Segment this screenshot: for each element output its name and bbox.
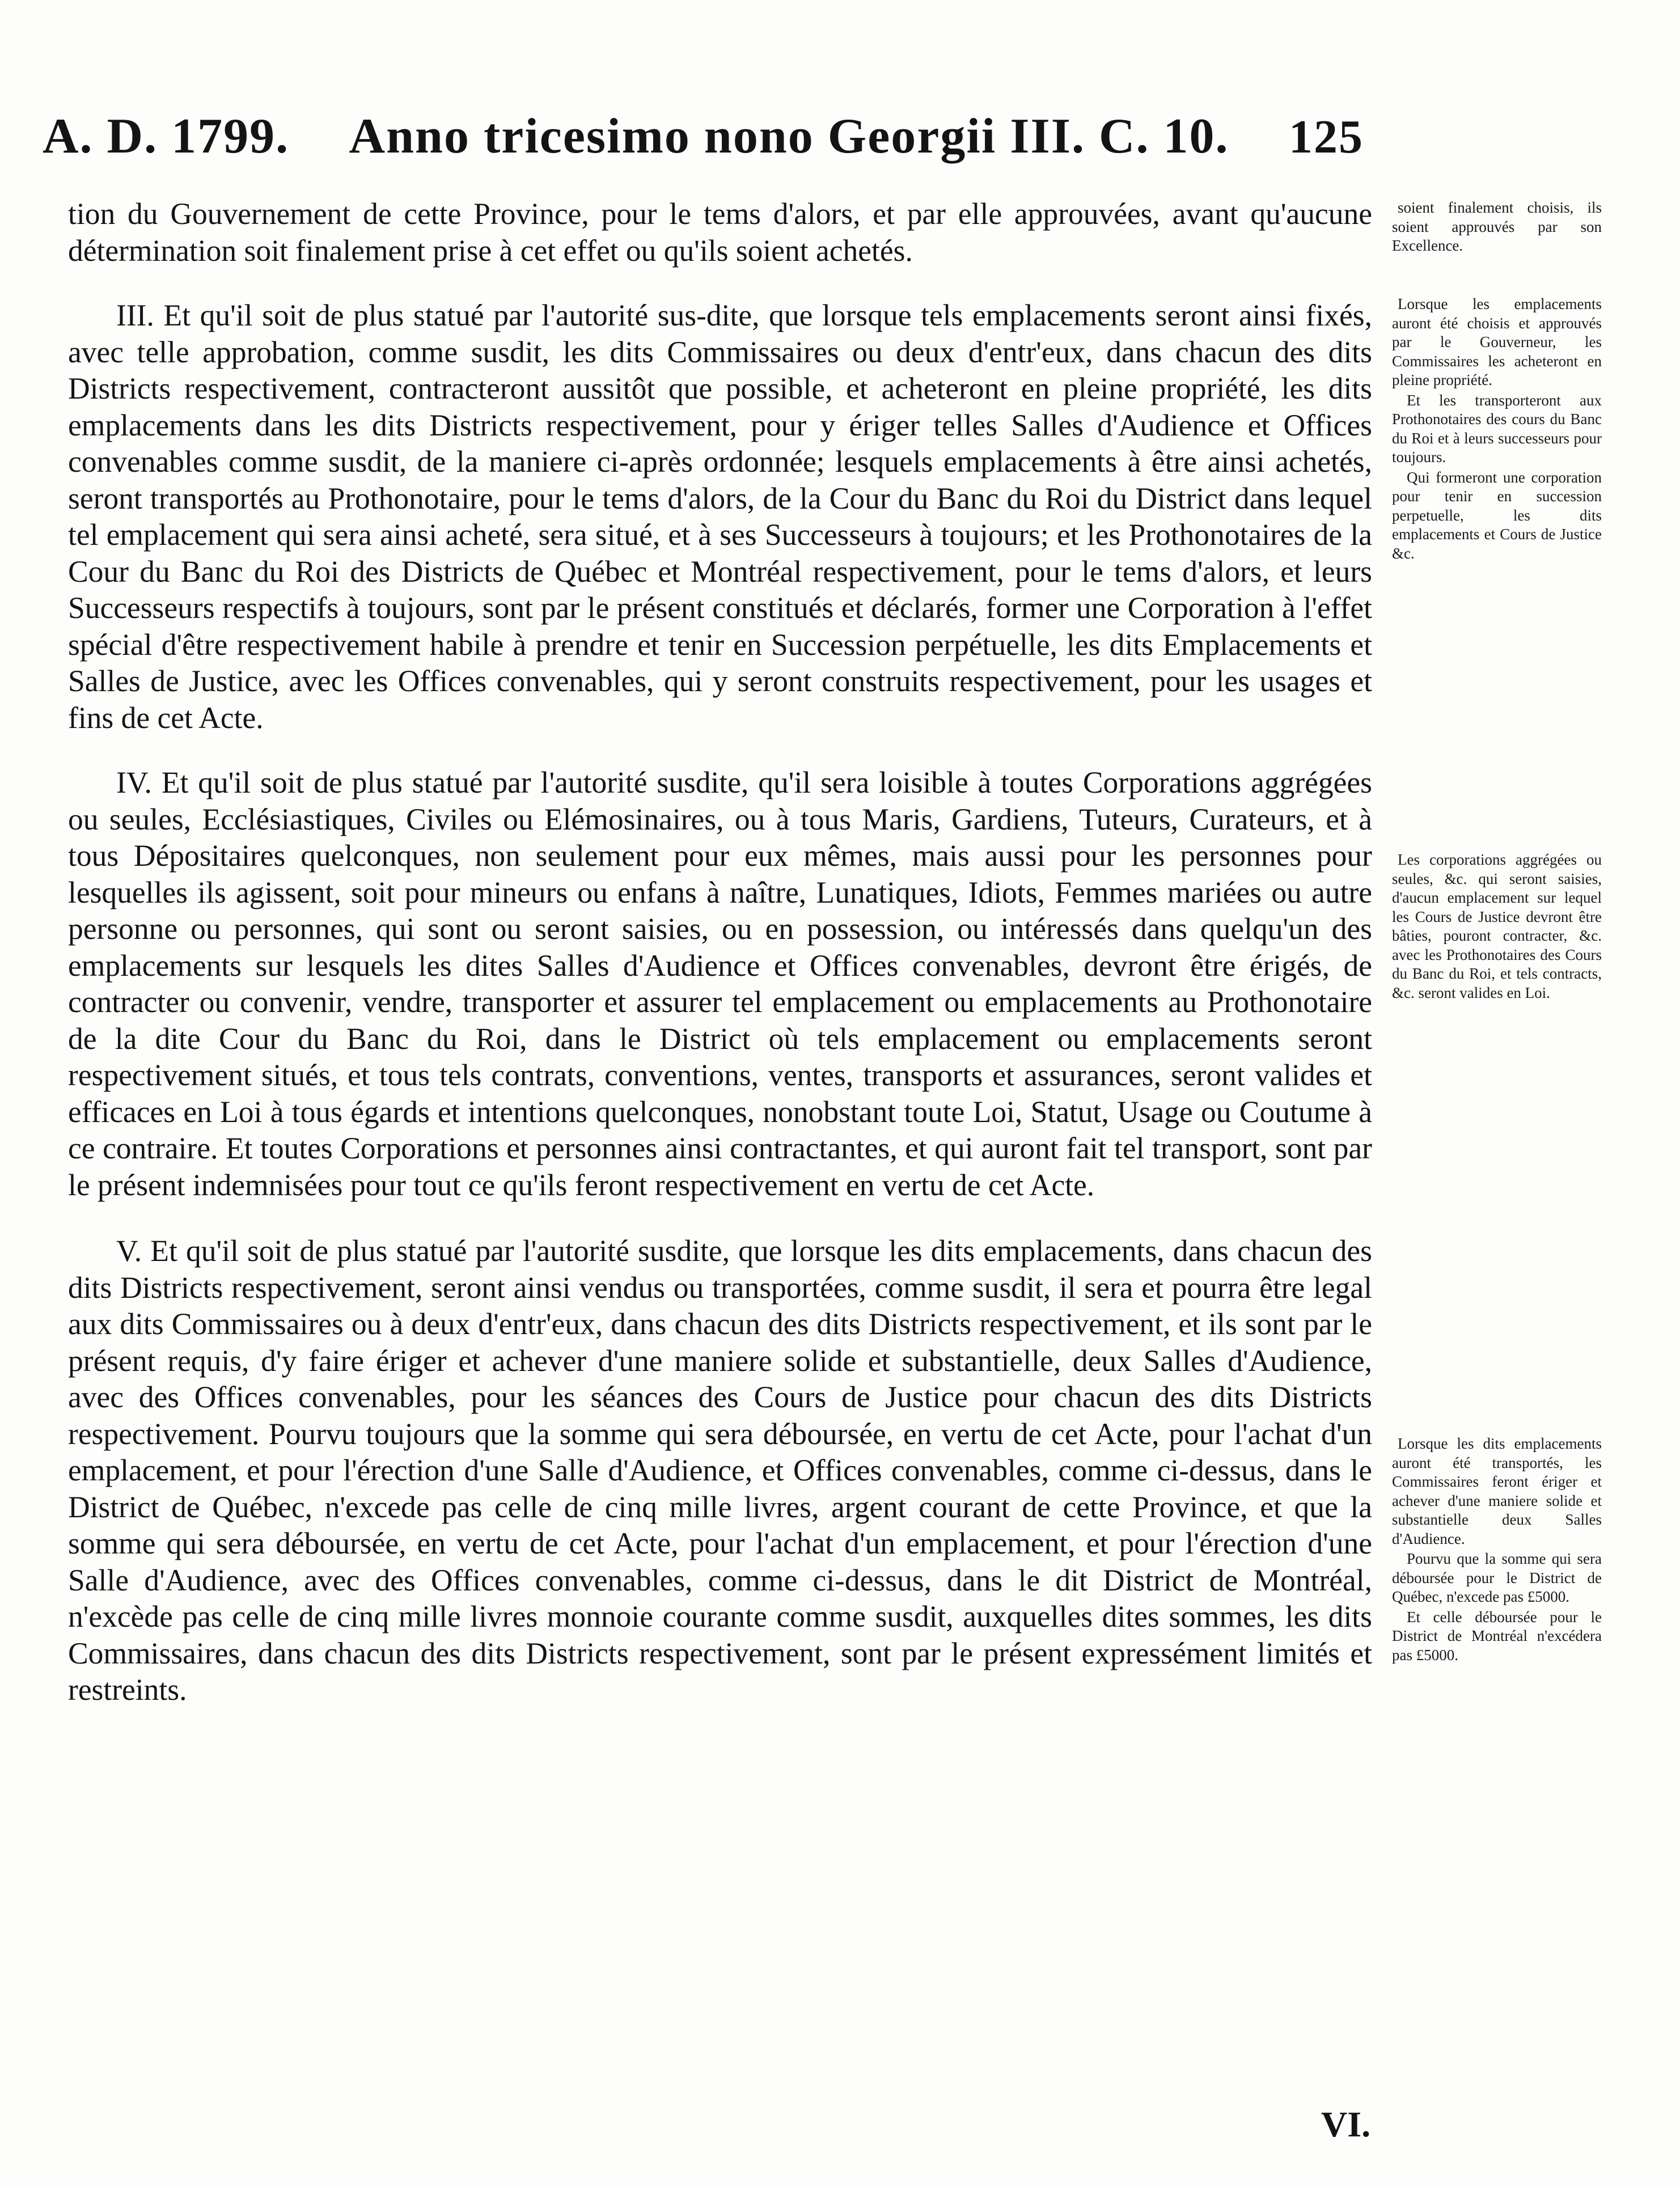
section-3-paragraph: III. Et qu'il soit de plus statué par l'autorité sus-dite, que lorsque tels emplacements seront ainsi fixés, avec telle approbation, comme susdit, les dits Commissaires ou deux d'entr'eux, dans chacun des dits Districts respectivement, contracteront aussitôt que possible, et acheteront en pleine propriété, les dits emplacements dans les dits Districts respectivement, pour y ériger telles Salles d'Audience et Offices convenables comme susdit, de la maniere ci-après ordonnée; lesquels emplacements à être ainsi achetés, seront transportés au Prothonotaire, pour le tems d'alors, de la Cour du Banc du Roi du District dans lequel tel emplacement qui sera ainsi acheté, sera situé, et à ses Successeurs à toujours; et les Prothonotaires de la Cour du Banc du Roi des Districts de Québec et Montréal respectivement, pour le tems d'alors, et leurs Successeurs respectifs à toujours, sont par le présent constitués et déclarés, former une Corporation à l'effet spécial d'être respectivement habile à prendre et tenir en Succession perpétuelle, les dits Emplacements et Salles de Justice, avec les Offices convenables, qui y seront construits respectivement, pour les usages et fins de cet Acte. bbox=[68, 298, 1372, 735]
main-text bbox=[68, 196, 1372, 1708]
page-number: 125 bbox=[1288, 111, 1364, 163]
continuation-paragraph: tion du Gouvernement de cette Province, pour le tems d'alors, et par elle approuvées, avant qu'aucune détermination soit finalement prise à cet effet ou qu'ils soient achetés. bbox=[68, 197, 1372, 268]
margin-note-1 bbox=[1392, 198, 1602, 257]
margin-note-2 bbox=[1392, 295, 1602, 564]
header-year: A. D. 1799. bbox=[43, 109, 290, 164]
margin-note-text: Pourvu que la somme qui sera déboursée pour le District de Québec, n'excede pas £5000. bbox=[1392, 1550, 1602, 1605]
margin-note-text: Qui formeront une corporation pour tenir en succession perpetuelle, les dits emplacements et Cours de Justice &c. bbox=[1392, 468, 1602, 562]
margin-note-text: Lorsque les dits emplacements auront été transportés, les Commissaires feront ériger et achever d'une maniere solide et substantielle deux Salles d'Audience. bbox=[1392, 1435, 1602, 1547]
header-title: Anno tricesimo nono Georgii III. C. 10. bbox=[349, 109, 1229, 164]
section-5-paragraph: V. Et qu'il soit de plus statué par l'autorité susdite, que lorsque les dits emplacements, dans chacun des dits Districts respectivement, seront ainsi vendus ou transportées, comme susdit, il sera et pourra être legal aux dits Commissaires ou à deux d'entr'eux, dans chacun des dits Districts respectivement, et ils sont par le présent requis, d'y faire ériger et achever d'une maniere solide et substantielle, deux Salles d'Audience, avec des Offices convenables, pour les séances des Cours de Justice pour chacun des dits Districts respectivement. Pourvu toujours que la somme qui sera déboursée, en vertu de cet Acte, pour l'achat d'un emplacement, et pour l'érection d'une Salle d'Audience, et Offices convenables, comme ci-dessus, dans le District de Québec, n'excede pas celle de cinq mille livres, argent courant de cette Province, et que la somme qui sera déboursée, en vertu de cet Acte, pour l'achat d'un emplacement, et pour l'érection d'une Salle d'Audience, avec des Offices convenables, comme ci-dessus, dans le dit District de Montréal, n'excède pas celle de cinq mille livres monnoie courante comme susdit, auxquelles dites sommes, les dits Commissaires, dans chacun des dits Districts respectivement, sont par le présent expressément limités et restreints. bbox=[68, 1234, 1372, 1707]
section-4-paragraph: IV. Et qu'il soit de plus statué par l'autorité susdite, qu'il sera loisible à toutes Corporations aggrégées ou seules, Ecclésiastiques, Civiles ou Elémosinaires, ou à tous Maris, Gardiens, Tuteurs, Curateurs, et à tous Dépositaires quelconques, non seulement pour eux mêmes, mais aussi pour les personnes pour lesquelles ils agissent, soit pour mineurs ou enfans à naître, Lunatiques, Idiots, Femmes mariées ou autre personne ou personnes, qui sont ou seront saisies, ou en possession, ou intéressés dans quelqu'un des emplacements sur lesquels les dites Salles d'Audience et Offices convenables, devront être érigés, de contracter ou convenir, vendre, transporter et assurer tel emplacement ou emplacements au Prothonotaire de la dite Cour du Banc du Roi, dans le District où tels emplacement ou emplacements seront respectivement situés, et tous tels contrats, conventions, ventes, transports et assurances, seront valides et efficaces en Loi à tous égards et intentions quelconques, nonobstant toute Loi, Statut, Usage ou Coutume à ce contraire. Et toutes Corporations et personnes ainsi contractantes, et qui auront fait tel transport, sont par le présent indemnisées pour tout ce qu'ils feront respectivement en vertu de cet Acte. bbox=[68, 765, 1372, 1202]
margin-note-text: Lorsque les emplacements auront été choisis et approuvés par le Gouverneur, les Commissaires les acheteront en pleine propriété. bbox=[1392, 295, 1602, 388]
running-header bbox=[43, 108, 1364, 176]
catchword: VI. bbox=[1321, 2104, 1371, 2144]
margin-note-text: Et celle déboursée pour le District de Montréal n'excédera pas £5000. bbox=[1392, 1608, 1602, 1664]
margin-note-3 bbox=[1392, 850, 1602, 1004]
margin-note-text: Les corporations aggrégées ou seules, &c. qui seront saisies, d'aucun emplacement sur lequel les Cours de Justice devront être bâties, pouront contracter, &c. avec les Prothonotaires des Cours du Banc du Roi, et tels contracts, &c. seront valides en Loi. bbox=[1392, 851, 1602, 1001]
margin-note-text: soient finalement choisis, ils soient approuvés par son Excellence. bbox=[1392, 199, 1602, 254]
margin-note-4 bbox=[1392, 1434, 1602, 1666]
margin-note-text: Et les transporteront aux Prothonotaires des cours du Banc du Roi et à leurs successeurs pour toujours. bbox=[1392, 391, 1602, 465]
